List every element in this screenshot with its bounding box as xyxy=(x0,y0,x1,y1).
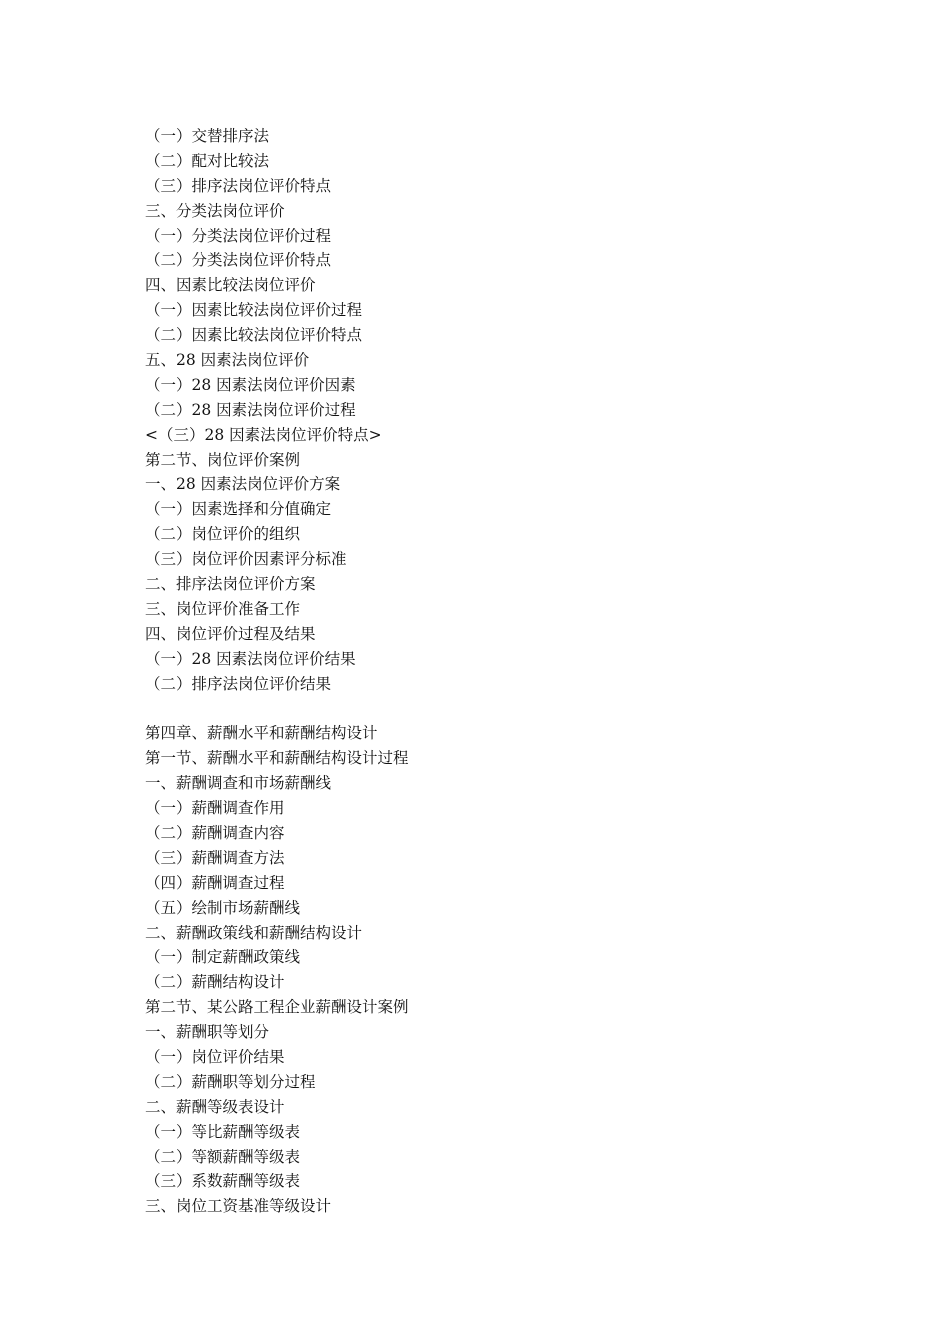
outline-line: 一、28 因素法岗位评价方案 xyxy=(145,475,341,494)
outline-line: （三）系数薪酬等级表 xyxy=(145,1172,301,1191)
outline-line: （四）薪酬调查过程 xyxy=(145,873,285,892)
outline-line: （一）28 因素法岗位评价结果 xyxy=(145,649,356,668)
outline-line: （五）绘制市场薪酬线 xyxy=(145,898,301,917)
outline-line: 二、薪酬政策线和薪酬结构设计 xyxy=(145,923,363,942)
outline-line: （一）因素选择和分值确定 xyxy=(145,500,332,519)
chapter-heading: 第四章、薪酬水平和薪酬结构设计 xyxy=(145,724,378,743)
outline-line: （二）分类法岗位评价特点 xyxy=(145,251,332,270)
outline-line: 二、排序法岗位评价方案 xyxy=(145,575,316,594)
outline-line: （二）等额薪酬等级表 xyxy=(145,1147,301,1166)
outline-line: （二）薪酬调查内容 xyxy=(145,823,285,842)
outline-line: （一）交替排序法 xyxy=(145,127,270,145)
outline-line: 一、薪酬调查和市场薪酬线 xyxy=(145,774,332,793)
section-heading: 第二节、某公路工程企业薪酬设计案例 xyxy=(145,998,409,1017)
outline-line: （二）岗位评价的组织 xyxy=(145,525,301,544)
outline-line: （二）28 因素法岗位评价过程 xyxy=(145,400,356,419)
outline-line: （二）薪酬职等划分过程 xyxy=(145,1072,316,1091)
outline-line: 一、薪酬职等划分 xyxy=(145,1023,270,1042)
outline-line: （一）岗位评价结果 xyxy=(145,1047,285,1066)
outline-line: 二、薪酬等级表设计 xyxy=(145,1097,285,1116)
outline-line: （一）薪酬调查作用 xyxy=(145,799,285,818)
section-heading: 第一节、薪酬水平和薪酬结构设计过程 xyxy=(145,749,409,768)
outline-line: 四、岗位评价过程及结果 xyxy=(145,624,316,643)
outline-line: （二）薪酬结构设计 xyxy=(145,973,285,992)
section-heading: 第二节、岗位评价案例 xyxy=(145,450,301,469)
outline-line: （三）岗位评价因素评分标准 xyxy=(145,550,347,569)
outline-line: （一）制定薪酬政策线 xyxy=(145,948,301,967)
blank-line xyxy=(145,696,845,721)
outline-line: （一）分类法岗位评价过程 xyxy=(145,226,332,245)
outline-line: <（三）28 因素法岗位评价特点> xyxy=(145,425,382,444)
outline-line: （一）28 因素法岗位评价因素 xyxy=(145,375,356,394)
outline-line: （一）因素比较法岗位评价过程 xyxy=(145,301,363,320)
outline-line: 三、岗位工资基准等级设计 xyxy=(145,1197,332,1216)
outline-line: （二）因素比较法岗位评价特点 xyxy=(145,326,363,345)
outline-line: 三、分类法岗位评价 xyxy=(145,201,285,220)
outline-line: （二）排序法岗位评价结果 xyxy=(145,674,332,693)
outline-line: 四、因素比较法岗位评价 xyxy=(145,276,316,295)
outline-line: 三、岗位评价准备工作 xyxy=(145,599,301,618)
outline-line: （三）排序法岗位评价特点 xyxy=(145,176,332,195)
outline-line: 五、28 因素法岗位评价 xyxy=(145,351,310,370)
outline-line: （三）薪酬调查方法 xyxy=(145,848,285,867)
outline-line: （二）配对比较法 xyxy=(145,151,270,170)
outline-line: （一）等比薪酬等级表 xyxy=(145,1122,301,1141)
document-body xyxy=(145,124,845,1219)
